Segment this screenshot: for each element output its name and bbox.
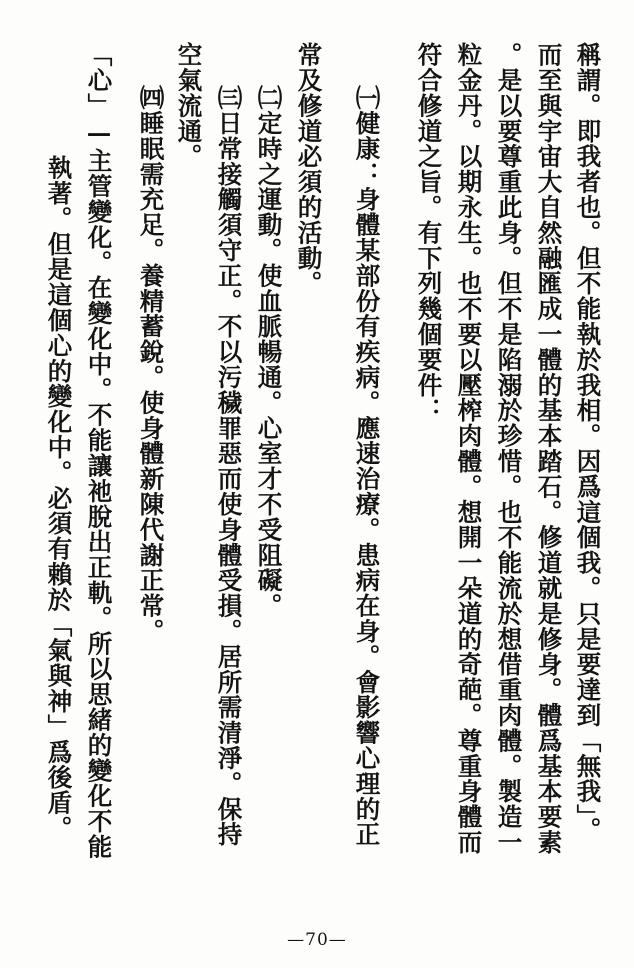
text-column-12: 「心」—主管變化。在變化中。不能讓祂脫出正軌。所以思緒的變化不能 [84, 42, 114, 860]
text-column-9: ㈢日常接觸須守正。不以污穢罪惡而使身體受損。居所需清淨。保持 [214, 85, 244, 847]
text-column-6: ㈠健康：身體某部份有疾病。應速治療。患病在身。會影響心理的正 [352, 85, 382, 847]
text-column-1: 稱謂。即我者也。但不能執於我相。因爲這個我。只是要達到「無我」。 [573, 42, 603, 843]
text-column-2: 而至與宇宙大自然融匯成一體的基本踏石。修道就是修身。體爲基本要素 [534, 42, 564, 855]
text-column-8: ㈡定時之運動。使血脈暢通。心室才不受阻礙。 [254, 85, 284, 619]
text-column-7: 常及修道必須的活動。 [294, 42, 324, 296]
text-column-4: 粒金丹。以期永生。也不要以壓榨肉體。想開一朵道的奇葩。尊重身體而 [454, 42, 484, 855]
text-column-11: ㈣睡眠需充足。養精蓄銳。使身體新陳代謝正常。 [136, 85, 166, 644]
text-column-10: 空氣流通。 [174, 42, 204, 169]
page-number: —70— [287, 930, 347, 950]
text-column-5: 符合修道之旨。有下列幾個要件： [414, 42, 444, 423]
text-column-3: 。是以要尊重此身。但不是陷溺於珍惜。也不能流於想借重肉體。製造一 [494, 42, 524, 855]
text-column-13: 執著。但是這個心的變化中。必須有賴於「氣與神」爲後盾。 [44, 155, 74, 841]
